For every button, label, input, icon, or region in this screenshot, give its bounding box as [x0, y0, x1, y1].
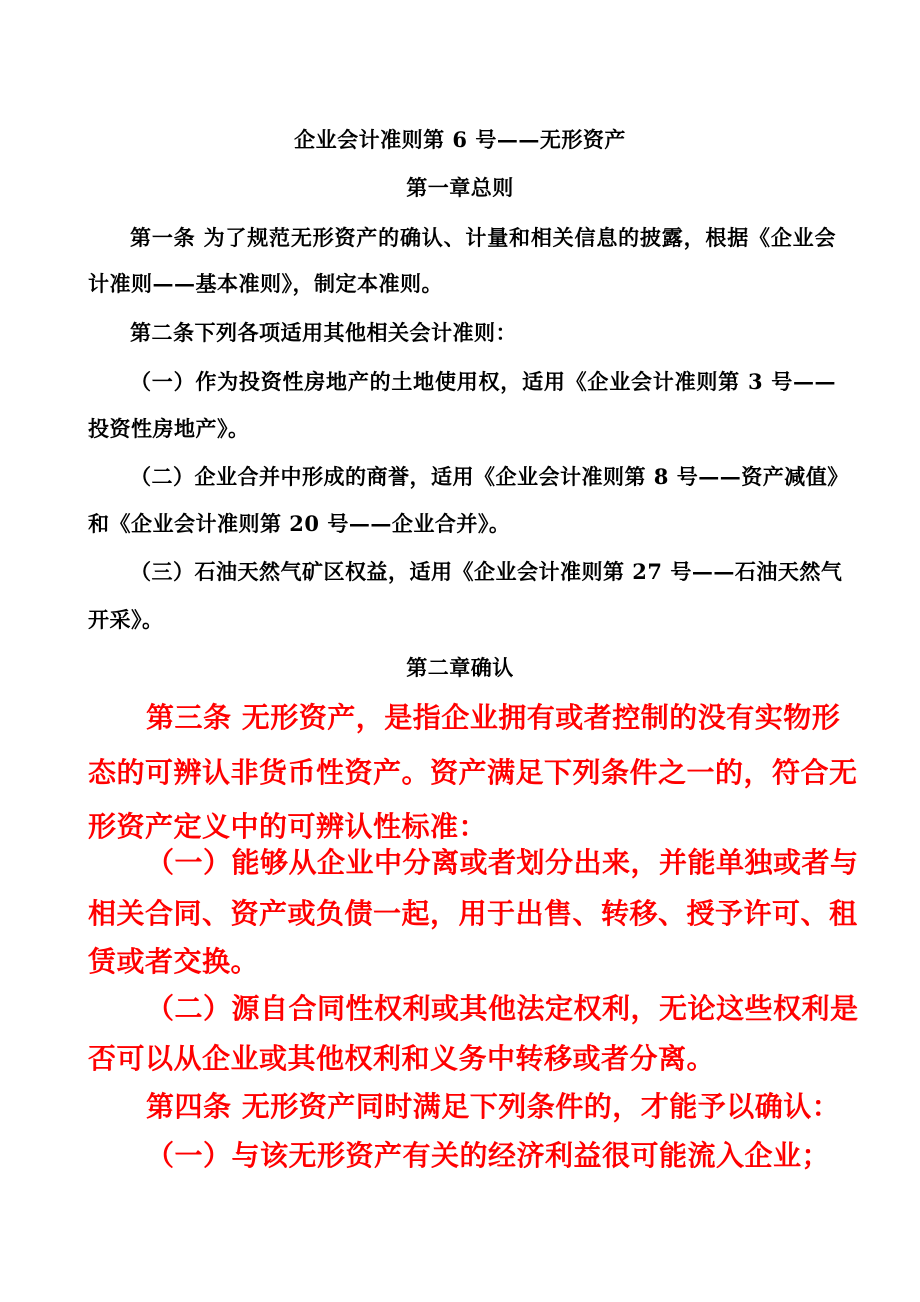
- article-3-line-3: 形资产定义中的可辨认性标准：: [88, 810, 488, 843]
- article-3-item-1-line-1: （一）能够从企业中分离或者划分出来，并能单独或者与: [146, 846, 859, 879]
- article-3-item-2-line-2: 否可以从企业或其他权利和义务中转移或者分离。: [88, 1042, 716, 1075]
- article-3-item-2-line-1: （二）源自合同性权利或其他法定权利，无论这些权利是: [146, 992, 859, 1025]
- chapter-heading-2: 第二章确认: [406, 655, 514, 680]
- article-3-item-1-line-2: 相关合同、资产或负债一起，用于出售、转移、授予许可、租: [88, 897, 858, 930]
- article-2-item-2-line-2: 和《企业会计准则第 20 号——企业合并》。: [88, 511, 511, 536]
- article-3-line-1: 第三条 无形资产，是指企业拥有或者控制的没有实物形: [146, 701, 841, 734]
- article-3-item-1-line-3: 赁或者交换。: [88, 945, 260, 978]
- article-4-item-1-line-1: （一）与该无形资产有关的经济利益很可能流入企业；: [146, 1139, 831, 1172]
- article-1-line-1: 第一条 为了规范无形资产的确认、计量和相关信息的披露，根据《企业会: [130, 225, 836, 250]
- article-3-line-2: 态的可辨认非货币性资产。资产满足下列条件之一的，符合无: [88, 756, 858, 789]
- article-2-line-1: 第二条下列各项适用其他相关会计准则：: [130, 320, 517, 345]
- article-2-item-3-line-1: （三）石油天然气矿区权益，适用《企业会计准则第 27 号——石油天然气: [130, 559, 843, 584]
- article-2-item-2-line-1: （二）企业合并中形成的商誉，适用《企业会计准则第 8 号——资产减值》: [130, 464, 849, 489]
- article-2-item-1-line-1: （一）作为投资性房地产的土地使用权，适用《企业会计准则第 3 号——: [130, 369, 836, 394]
- article-2-item-1-line-2: 投资性房地产》。: [88, 416, 250, 441]
- article-1-line-2: 计准则——基本准则》，制定本准则。: [88, 271, 443, 296]
- article-4-line-1: 第四条 无形资产同时满足下列条件的，才能予以确认：: [146, 1090, 841, 1123]
- document-title: 企业会计准则第 6 号——无形资产: [294, 127, 626, 152]
- chapter-heading-1: 第一章总则: [406, 175, 514, 200]
- article-2-item-3-line-2: 开采》。: [88, 607, 164, 632]
